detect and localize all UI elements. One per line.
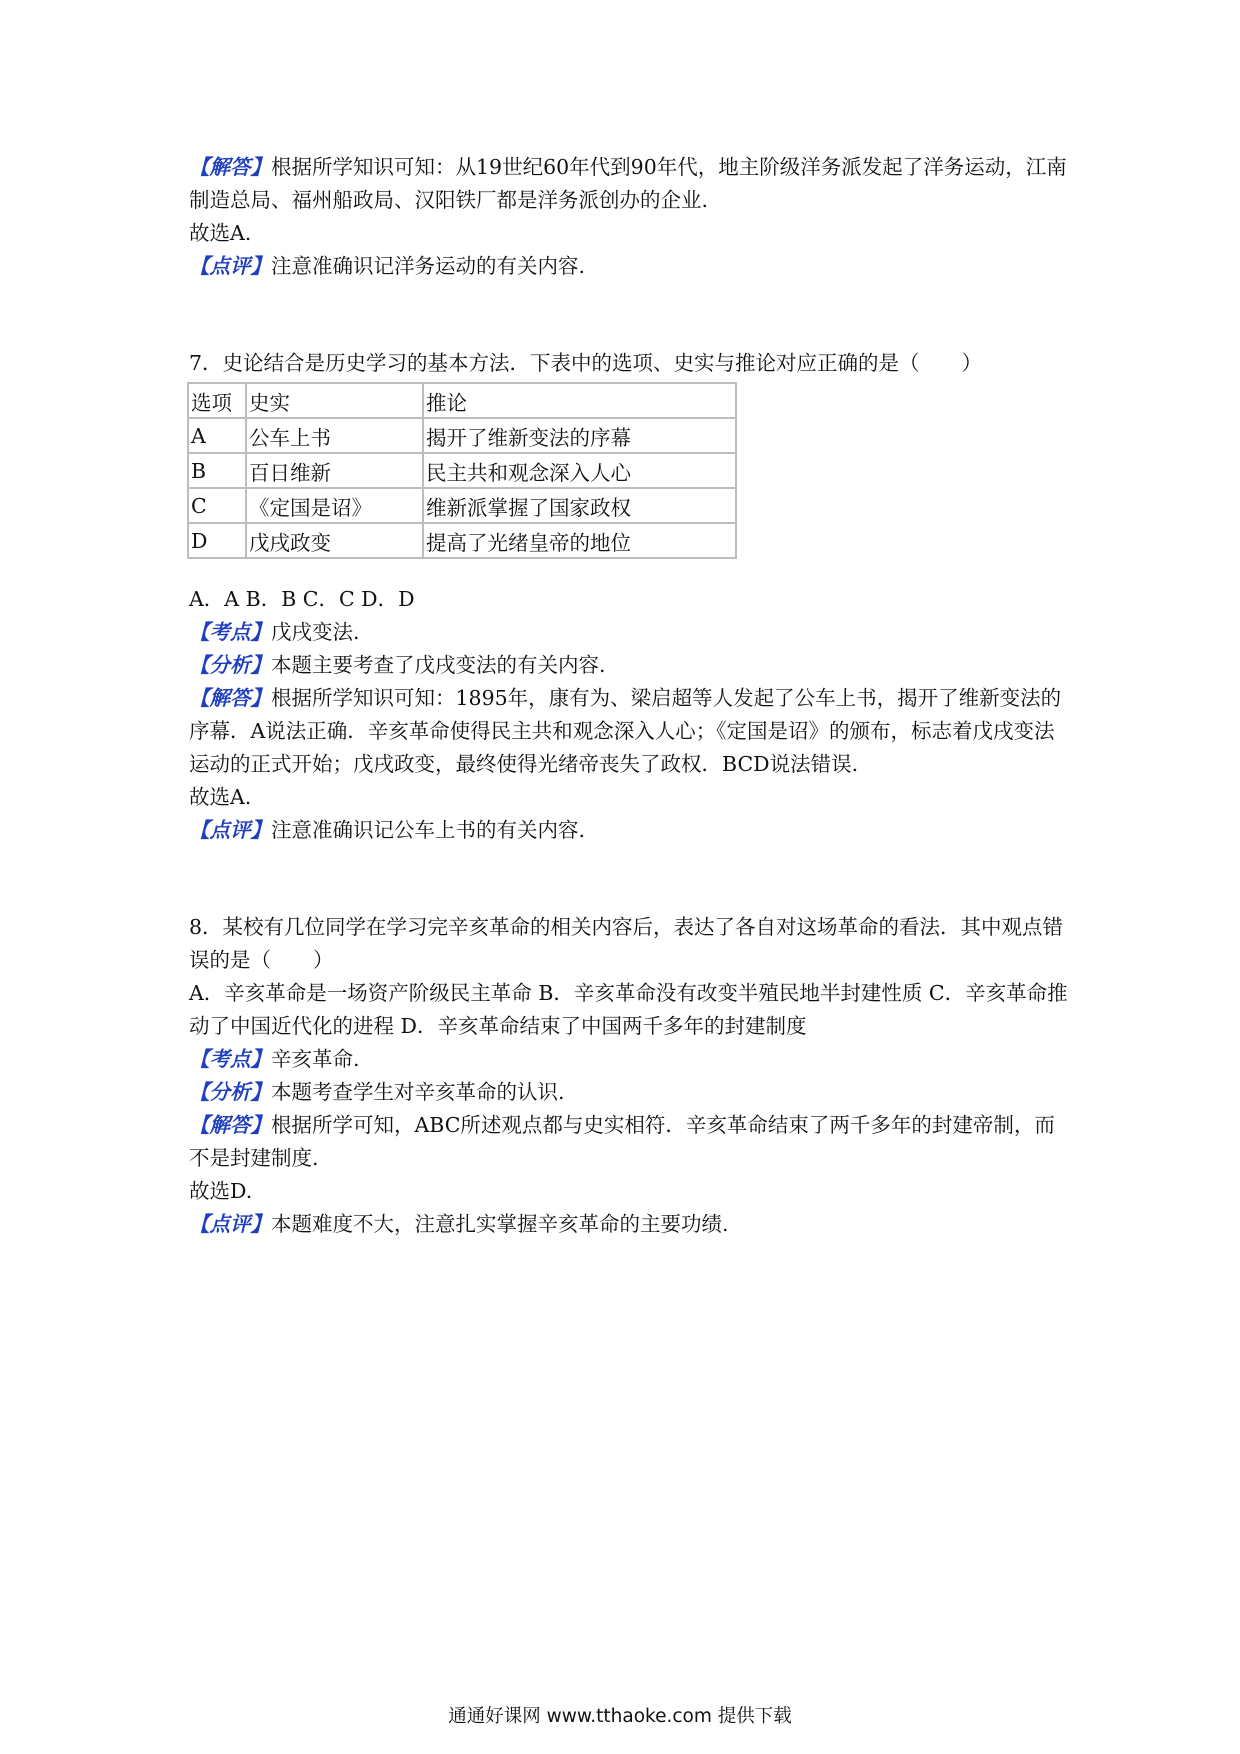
table-header-cell: 推论 bbox=[423, 383, 736, 418]
q7-comment-text: 注意准确识记公车上书的有关内容. bbox=[271, 818, 586, 842]
q7-stem-text: 7．史论结合是历史学习的基本方法．下表中的选项、史实与推论对应正确的是（ bbox=[189, 351, 920, 375]
q8-point-text: 辛亥革命. bbox=[271, 1047, 360, 1071]
table-cell: A bbox=[188, 418, 246, 453]
q7-stem bbox=[189, 347, 1069, 380]
table-cell: 《定国是诏》 bbox=[246, 488, 423, 523]
q7-answer-text: 根据所学知识可知：1895年，康有为、梁启超等人发起了公车上书，揭开了维新变法的序幕．A说法正确．辛亥革命使得民主共和观念深入人心；《定国是诏》的颁布，标志着戊戌变法运动的正式开始；戊戌政变，最终使得光绪帝丧失了政权．BCD说法错误. bbox=[189, 686, 1062, 776]
analysis-tag: 【分析】 bbox=[189, 653, 271, 677]
table-cell: 百日维新 bbox=[246, 453, 423, 488]
q7-answer bbox=[189, 682, 1069, 781]
q7-point-text: 戊戌变法. bbox=[271, 620, 360, 644]
table-header-cell: 选项 bbox=[188, 383, 246, 418]
q8-comment-text: 本题难度不大，注意扎实掌握辛亥革命的主要功绩. bbox=[271, 1212, 729, 1236]
q6-choice: 故选A. bbox=[189, 221, 252, 245]
answer-tag: 【解答】 bbox=[189, 155, 271, 179]
q7-table bbox=[187, 382, 737, 559]
table-cell: C bbox=[188, 488, 246, 523]
table-cell: 公车上书 bbox=[246, 418, 423, 453]
point-tag: 【考点】 bbox=[189, 620, 271, 644]
q7-analysis-text: 本题主要考查了戊戌变法的有关内容. bbox=[271, 653, 606, 677]
comment-tag: 【点评】 bbox=[189, 254, 271, 278]
q7-comment bbox=[189, 814, 1069, 847]
table-row bbox=[188, 488, 736, 523]
table-row bbox=[188, 523, 736, 558]
table-cell: 戊戌政变 bbox=[246, 523, 423, 558]
table-cell: 维新派掌握了国家政权 bbox=[423, 488, 736, 523]
q7-choice: 故选A. bbox=[189, 785, 252, 809]
table-header-cell: 史实 bbox=[246, 383, 423, 418]
table-header-row bbox=[188, 383, 736, 418]
q8-answer-text: 根据所学可知，ABC所述观点都与史实相符．辛亥革命结束了两千多年的封建帝制，而不是封建制度. bbox=[189, 1113, 1055, 1170]
q8-point bbox=[189, 1043, 1069, 1076]
q7-point bbox=[189, 616, 1069, 649]
analysis-tag: 【分析】 bbox=[189, 1080, 271, 1104]
q8-analysis bbox=[189, 1076, 1069, 1109]
q7-stem-close: ） bbox=[961, 351, 983, 375]
table-cell: B bbox=[188, 453, 246, 488]
q6-answer-text: 根据所学知识可知：从19世纪60年代到90年代，地主阶级洋务派发起了洋务运动，江南制造总局、福州船政局、汉阳铁厂都是洋务派创办的企业. bbox=[189, 155, 1067, 212]
table-cell: 民主共和观念深入人心 bbox=[423, 453, 736, 488]
q6-comment-text: 注意准确识记洋务运动的有关内容. bbox=[271, 254, 586, 278]
comment-tag: 【点评】 bbox=[189, 818, 271, 842]
comment-tag: 【点评】 bbox=[189, 1212, 271, 1236]
answer-tag: 【解答】 bbox=[189, 1113, 271, 1137]
q6-answer bbox=[189, 151, 1069, 217]
q8-stem-close: ） bbox=[313, 948, 334, 972]
q6-comment bbox=[189, 250, 1069, 283]
q8-answer bbox=[189, 1109, 1069, 1175]
q8-stem-text: 8．某校有几位同学在学习完辛亥革命的相关内容后，表达了各自对这场革命的看法．其中观点错误的是（ bbox=[189, 915, 1064, 972]
q8-analysis-text: 本题考查学生对辛亥革命的认识. bbox=[271, 1080, 565, 1104]
table-cell: 揭开了维新变法的序幕 bbox=[423, 418, 736, 453]
footer-download-note: 通通好课网 www.tthaoke.com 提供下载 bbox=[448, 1706, 792, 1727]
q7-options: A．A B．B C．C D．D bbox=[189, 587, 415, 611]
table-row bbox=[188, 453, 736, 488]
q8-comment bbox=[189, 1208, 1069, 1241]
q7-analysis bbox=[189, 649, 1069, 682]
q8-choice: 故选D. bbox=[189, 1179, 253, 1203]
q8-stem bbox=[189, 911, 1069, 977]
table-row bbox=[188, 418, 736, 453]
table-cell: 提高了光绪皇帝的地位 bbox=[423, 523, 736, 558]
q8-options: A．辛亥革命是一场资产阶级民主革命 B．辛亥革命没有改变半殖民地半封建性质 C．辛亥革命推动了中国近代化的进程 D．辛亥革命结束了中国两千多年的封建制度 bbox=[189, 981, 1068, 1038]
point-tag: 【考点】 bbox=[189, 1047, 271, 1071]
table-cell: D bbox=[188, 523, 246, 558]
answer-tag: 【解答】 bbox=[189, 686, 271, 710]
